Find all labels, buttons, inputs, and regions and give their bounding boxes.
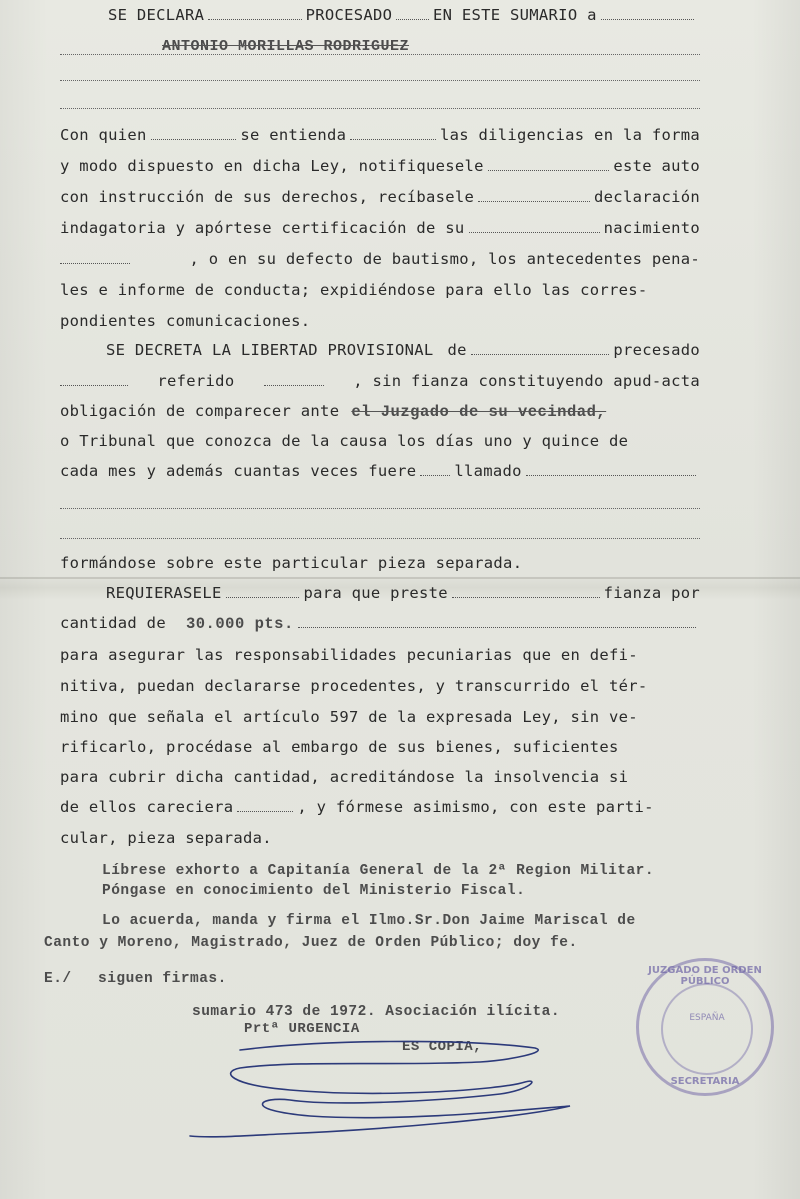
- para3-line-9: [60, 823, 700, 853]
- text-segment: cular, pieza separada.: [60, 829, 272, 847]
- para3-line-1: [106, 578, 700, 608]
- blank-field: [226, 597, 300, 598]
- stamp-bottom-text: SECRETARIA: [670, 1076, 740, 1087]
- text-segment: Con quien: [60, 126, 147, 144]
- es-copia-text: ES COPIA,: [402, 1039, 483, 1055]
- blank-field: [60, 263, 130, 264]
- para2-line-6: [60, 548, 700, 578]
- sumario-text: sumario 473 de 1972. Asociación ilícita.: [192, 1004, 561, 1020]
- text-segment: las diligencias en la forma: [439, 126, 701, 144]
- text-segment: llamado: [454, 462, 522, 480]
- para3-line-4: [60, 671, 700, 701]
- text-segment: precesado: [613, 341, 700, 359]
- bail-amount: 30.000 pts.: [185, 615, 294, 633]
- para2-line-5: [60, 456, 700, 486]
- urgencia-text: Prtª URGENCIA: [244, 1021, 360, 1037]
- blank-field: [264, 385, 324, 386]
- para2-line-3: [60, 396, 700, 426]
- blank-field: [420, 475, 450, 476]
- text-segment: indagatoria y apórtese certificación de su: [60, 219, 465, 237]
- text-segment: fianza por: [603, 584, 700, 602]
- siguen-firmas-text: siguen firmas.: [98, 971, 227, 987]
- para3-line-6: [60, 732, 700, 762]
- blank-field: [601, 19, 694, 20]
- eo-mark: E./: [44, 971, 72, 987]
- magistrado-text: Canto y Moreno, Magistrado, Juez de Orden Público; doy fe.: [44, 935, 578, 951]
- blank-field: [526, 475, 696, 476]
- text-segment: y modo dispuesto en dicha Ley, notifiquesele: [60, 157, 484, 175]
- text-segment: mino que señala el artículo 597 de la expresada Ley, sin ve-: [60, 708, 638, 726]
- text-segment: para que preste: [303, 584, 448, 602]
- para1-line-3: [60, 182, 700, 212]
- blank-rule: [60, 80, 700, 81]
- blank-field: [237, 811, 293, 812]
- court-seal-stamp: [636, 958, 774, 1096]
- en-este-sumario-text: EN ESTE SUMARIO a: [432, 6, 597, 24]
- exhorto-text: Líbrese exhorto a Capitanía General de la 2ª Region Militar.: [102, 863, 655, 879]
- blank-field: [488, 170, 610, 171]
- text-segment: REQUIERASELE: [106, 584, 222, 602]
- para1-line-5: [60, 244, 700, 274]
- court-text: el Juzgado de su vecindad,: [351, 403, 607, 421]
- text-segment: de ellos careciera: [60, 798, 234, 816]
- para1-line-6: [60, 275, 700, 305]
- text-segment: nitiva, puedan declararse procedentes, y transcurrido el tér-: [60, 677, 648, 695]
- para3-line-8: [60, 792, 700, 822]
- para1-line-7: [60, 306, 700, 336]
- text-segment: nacimiento: [603, 219, 700, 237]
- text-segment: , sin fianza constituyendo apud-acta: [353, 372, 700, 390]
- para1-line-1: [60, 120, 700, 150]
- blank-field: [471, 354, 610, 355]
- text-segment: obligación de comparecer ante: [60, 402, 340, 420]
- blank-field: [396, 19, 429, 20]
- stamp-center-text: ESPAÑA: [689, 1013, 725, 1023]
- blank-field: [60, 385, 128, 386]
- para3-line-5: [60, 702, 700, 732]
- blank-field: [151, 139, 237, 140]
- blank-field: [208, 19, 301, 20]
- text-segment: para asegurar las responsabilidades pecuniarias que en defi-: [60, 646, 638, 664]
- text-segment: para cubrir dicha cantidad, acreditándose la insolvencia si: [60, 768, 629, 786]
- blank-field: [469, 232, 600, 233]
- text-segment: cada mes y además cuantas veces fuere: [60, 462, 417, 480]
- blank-field: [452, 597, 600, 598]
- ministerio-text: Póngase en conocimiento del Ministerio Fiscal.: [102, 883, 526, 899]
- text-segment: de: [447, 341, 467, 359]
- accused-name: ANTONIO MORILLAS RODRIGUEZ: [162, 38, 410, 55]
- blank-rule: [60, 54, 700, 55]
- blank-field: [350, 139, 436, 140]
- text-segment: rificarlo, procédase al embargo de sus bienes, suficientes: [60, 738, 619, 756]
- signature-scribble: [180, 1030, 580, 1150]
- text-segment: formándose sobre este particular pieza separada.: [60, 554, 523, 572]
- text-segment: , y fórmese asimismo, con este parti-: [297, 798, 654, 816]
- text-segment: declaración: [594, 188, 700, 206]
- text-segment: , o en su defecto de bautismo, los antecedentes pena-: [189, 250, 700, 268]
- para3-line-3: [60, 640, 700, 670]
- blank-rule: [60, 508, 700, 509]
- text-segment: este auto: [613, 157, 700, 175]
- para2-line-2: [60, 366, 700, 396]
- text-segment: se entienda: [240, 126, 347, 144]
- blank-field: [298, 627, 696, 628]
- text-segment: pondientes comunicaciones.: [60, 312, 311, 330]
- para1-line-2: [60, 151, 700, 181]
- text-segment: SE DECRETA LA LIBERTAD PROVISIONAL: [106, 341, 434, 359]
- procesado-text: PROCESADO: [305, 6, 393, 24]
- text-segment: o Tribunal que conozca de la causa los días uno y quince de: [60, 432, 629, 450]
- text-segment: con instrucción de sus derechos, recíbasele: [60, 188, 475, 206]
- header-line: [108, 0, 698, 30]
- stamp-top-text: JUZGADO DE ORDEN PÚBLICO: [648, 965, 762, 987]
- text-segment: les e informe de conducta; expidiéndose para ello las corres-: [60, 281, 648, 299]
- blank-rule: [60, 538, 700, 539]
- blank-rule: [60, 108, 700, 109]
- acuerda-text: Lo acuerda, manda y firma el Ilmo.Sr.Don Jaime Mariscal de: [102, 913, 636, 929]
- blank-field: [478, 201, 590, 202]
- stamp-inner-ring: [661, 983, 753, 1075]
- text-segment: referido: [157, 372, 235, 390]
- para3-line-2: [60, 608, 700, 638]
- para2-line-1: [106, 335, 700, 365]
- text-segment: cantidad de: [60, 614, 166, 632]
- para1-line-4: [60, 213, 700, 243]
- se-declara-text: SE DECLARA: [108, 6, 205, 24]
- para3-line-7: [60, 762, 700, 792]
- para2-line-4: [60, 426, 700, 456]
